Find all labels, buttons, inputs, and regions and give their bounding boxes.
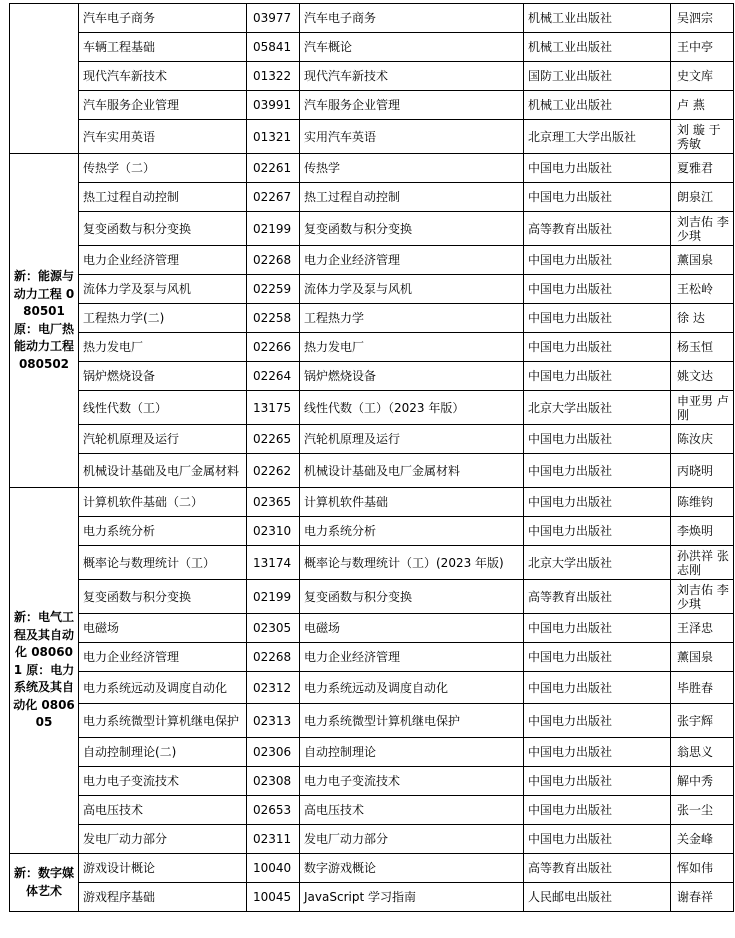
course-name-cell: 电力电子变流技术: [79, 767, 247, 796]
course-name-cell: 热力发电厂: [79, 333, 247, 362]
course-code-cell: 02267: [247, 183, 300, 212]
table-row: [10, 614, 734, 643]
author-cell: 史文库: [671, 62, 734, 91]
course-name-cell: 复变函数与积分变换: [79, 212, 247, 246]
table-row: [10, 738, 734, 767]
course-name-cell: 汽轮机原理及运行: [79, 425, 247, 454]
course-code-cell: 02308: [247, 767, 300, 796]
publisher-cell: 高等教育出版社: [524, 212, 671, 246]
textbook-title-cell: 热工过程自动控制: [300, 183, 524, 212]
table-row: [10, 796, 734, 825]
table-row: [10, 246, 734, 275]
course-name-cell: 工程热力学(二): [79, 304, 247, 333]
publisher-cell: 北京大学出版社: [524, 391, 671, 425]
table-row: [10, 362, 734, 391]
course-code-cell: 02261: [247, 154, 300, 183]
course-code-cell: 05841: [247, 33, 300, 62]
publisher-cell: 中国电力出版社: [524, 704, 671, 738]
author-cell: 翁思义: [671, 738, 734, 767]
table-row: [10, 672, 734, 704]
publisher-cell: 中国电力出版社: [524, 425, 671, 454]
textbook-title-cell: 现代汽车新技术: [300, 62, 524, 91]
course-name-cell: 锅炉燃烧设备: [79, 362, 247, 391]
course-code-cell: 02313: [247, 704, 300, 738]
course-name-cell: 电磁场: [79, 614, 247, 643]
author-cell: 申亚男 卢 刚: [671, 391, 734, 425]
textbook-title-cell: 电力企业经济管理: [300, 643, 524, 672]
author-cell: 解中秀: [671, 767, 734, 796]
course-code-cell: 10040: [247, 854, 300, 883]
course-table: [9, 3, 734, 912]
publisher-cell: 中国电力出版社: [524, 275, 671, 304]
course-code-cell: 01321: [247, 120, 300, 154]
course-code-cell: 01322: [247, 62, 300, 91]
author-cell: 姚文达: [671, 362, 734, 391]
table-row: [10, 391, 734, 425]
author-cell: 夏雅君: [671, 154, 734, 183]
author-cell: 刘吉佑 李少琪: [671, 212, 734, 246]
course-code-cell: 02306: [247, 738, 300, 767]
publisher-cell: 中国电力出版社: [524, 517, 671, 546]
course-code-cell: 02311: [247, 825, 300, 854]
textbook-title-cell: 流体力学及泵与风机: [300, 275, 524, 304]
table-row: [10, 62, 734, 91]
textbook-title-cell: 自动控制理论: [300, 738, 524, 767]
textbook-title-cell: 汽车服务企业管理: [300, 91, 524, 120]
textbook-title-cell: 锅炉燃烧设备: [300, 362, 524, 391]
textbook-title-cell: 电力电子变流技术: [300, 767, 524, 796]
course-code-cell: 02653: [247, 796, 300, 825]
course-code-cell: 02264: [247, 362, 300, 391]
textbook-title-cell: 电磁场: [300, 614, 524, 643]
publisher-cell: 北京大学出版社: [524, 546, 671, 580]
author-cell: 张一尘: [671, 796, 734, 825]
textbook-title-cell: 概率论与数理统计（工）(2023 年版): [300, 546, 524, 580]
course-name-cell: 计算机软件基础（二）: [79, 488, 247, 517]
table-row: [10, 704, 734, 738]
table-row: [10, 183, 734, 212]
textbook-title-cell: 机械设计基础及电厂金属材料: [300, 454, 524, 488]
course-name-cell: 电力企业经济管理: [79, 643, 247, 672]
table-row: [10, 425, 734, 454]
course-name-cell: 汽车电子商务: [79, 4, 247, 33]
textbook-title-cell: 工程热力学: [300, 304, 524, 333]
textbook-title-cell: 线性代数（工）（2023 年版）: [300, 391, 524, 425]
course-name-cell: 现代汽车新技术: [79, 62, 247, 91]
course-name-cell: 高电压技术: [79, 796, 247, 825]
publisher-cell: 机械工业出版社: [524, 4, 671, 33]
table-row: [10, 333, 734, 362]
publisher-cell: 人民邮电出版社: [524, 883, 671, 912]
course-code-cell: 02259: [247, 275, 300, 304]
author-cell: 刘 璇 于秀敏: [671, 120, 734, 154]
publisher-cell: 高等教育出版社: [524, 854, 671, 883]
author-cell: 卢 燕: [671, 91, 734, 120]
course-code-cell: 02312: [247, 672, 300, 704]
publisher-cell: 中国电力出版社: [524, 767, 671, 796]
publisher-cell: 中国电力出版社: [524, 825, 671, 854]
author-cell: 徐 达: [671, 304, 734, 333]
textbook-title-cell: 电力系统分析: [300, 517, 524, 546]
publisher-cell: 中国电力出版社: [524, 154, 671, 183]
textbook-title-cell: 实用汽车英语: [300, 120, 524, 154]
major-cell: 新：能源与动力工程 080501 原：电厂热能动力工程 080502: [10, 154, 79, 488]
author-cell: 刘吉佑 李少琪: [671, 580, 734, 614]
major-cell: 新：电气工程及其自动化 080601 原：电力系统及其自动化 080605: [10, 488, 79, 854]
table-row: [10, 33, 734, 62]
author-cell: 丙晓明: [671, 454, 734, 488]
table-row: [10, 825, 734, 854]
publisher-cell: 中国电力出版社: [524, 246, 671, 275]
publisher-cell: 中国电力出版社: [524, 304, 671, 333]
course-name-cell: 自动控制理论(二): [79, 738, 247, 767]
author-cell: 薰国泉: [671, 643, 734, 672]
author-cell: 李焕明: [671, 517, 734, 546]
course-code-cell: 02310: [247, 517, 300, 546]
textbook-title-cell: 电力系统远动及调度自动化: [300, 672, 524, 704]
course-name-cell: 机械设计基础及电厂金属材料: [79, 454, 247, 488]
course-name-cell: 电力系统分析: [79, 517, 247, 546]
course-code-cell: 02268: [247, 246, 300, 275]
author-cell: 谢春祥: [671, 883, 734, 912]
publisher-cell: 中国电力出版社: [524, 333, 671, 362]
publisher-cell: 中国电力出版社: [524, 796, 671, 825]
course-name-cell: 游戏设计概论: [79, 854, 247, 883]
table-body: [10, 4, 734, 912]
textbook-title-cell: 电力企业经济管理: [300, 246, 524, 275]
author-cell: 吴泗宗: [671, 4, 734, 33]
publisher-cell: 机械工业出版社: [524, 33, 671, 62]
publisher-cell: 中国电力出版社: [524, 183, 671, 212]
course-name-cell: 汽车服务企业管理: [79, 91, 247, 120]
course-code-cell: 13174: [247, 546, 300, 580]
textbook-title-cell: JavaScript 学习指南: [300, 883, 524, 912]
author-cell: 朗泉江: [671, 183, 734, 212]
course-code-cell: 02199: [247, 580, 300, 614]
course-name-cell: 电力系统微型计算机继电保护: [79, 704, 247, 738]
course-name-cell: 电力系统远动及调度自动化: [79, 672, 247, 704]
table-row: [10, 546, 734, 580]
textbook-title-cell: 复变函数与积分变换: [300, 580, 524, 614]
course-code-cell: 10045: [247, 883, 300, 912]
textbook-title-cell: 汽轮机原理及运行: [300, 425, 524, 454]
textbook-title-cell: 计算机软件基础: [300, 488, 524, 517]
table-row: [10, 454, 734, 488]
course-name-cell: 热工过程自动控制: [79, 183, 247, 212]
table-row: [10, 488, 734, 517]
textbook-title-cell: 发电厂动力部分: [300, 825, 524, 854]
author-cell: 陈维钧: [671, 488, 734, 517]
course-code-cell: 02258: [247, 304, 300, 333]
course-name-cell: 车辆工程基础: [79, 33, 247, 62]
publisher-cell: 高等教育出版社: [524, 580, 671, 614]
publisher-cell: 中国电力出版社: [524, 614, 671, 643]
course-name-cell: 汽车实用英语: [79, 120, 247, 154]
course-name-cell: 发电厂动力部分: [79, 825, 247, 854]
textbook-title-cell: 传热学: [300, 154, 524, 183]
author-cell: 毕胜春: [671, 672, 734, 704]
course-code-cell: 02265: [247, 425, 300, 454]
publisher-cell: 机械工业出版社: [524, 91, 671, 120]
course-name-cell: 电力企业经济管理: [79, 246, 247, 275]
course-name-cell: 游戏程序基础: [79, 883, 247, 912]
table-row: [10, 275, 734, 304]
publisher-cell: 中国电力出版社: [524, 672, 671, 704]
author-cell: 张宇辉: [671, 704, 734, 738]
author-cell: 王中亭: [671, 33, 734, 62]
publisher-cell: 北京理工大学出版社: [524, 120, 671, 154]
author-cell: 杨玉恒: [671, 333, 734, 362]
major-cell: 新：数字媒体艺术: [10, 854, 79, 912]
textbook-title-cell: 数字游戏概论: [300, 854, 524, 883]
textbook-title-cell: 汽车概论: [300, 33, 524, 62]
textbook-title-cell: 热力发电厂: [300, 333, 524, 362]
table-row: [10, 120, 734, 154]
author-cell: 陈汝庆: [671, 425, 734, 454]
table-row: [10, 517, 734, 546]
publisher-cell: 中国电力出版社: [524, 738, 671, 767]
textbook-title-cell: 电力系统微型计算机继电保护: [300, 704, 524, 738]
author-cell: 孙洪祥 张志刚: [671, 546, 734, 580]
table-row: [10, 212, 734, 246]
course-code-cell: 02266: [247, 333, 300, 362]
table-row: [10, 4, 734, 33]
publisher-cell: 中国电力出版社: [524, 454, 671, 488]
table-row: [10, 580, 734, 614]
table-row: [10, 643, 734, 672]
textbook-title-cell: 汽车电子商务: [300, 4, 524, 33]
table-row: [10, 91, 734, 120]
author-cell: 恽如伟: [671, 854, 734, 883]
textbook-title-cell: 复变函数与积分变换: [300, 212, 524, 246]
course-name-cell: 线性代数（工）: [79, 391, 247, 425]
course-name-cell: 概率论与数理统计（工）: [79, 546, 247, 580]
course-code-cell: 03991: [247, 91, 300, 120]
course-code-cell: 02199: [247, 212, 300, 246]
publisher-cell: 中国电力出版社: [524, 362, 671, 391]
publisher-cell: 中国电力出版社: [524, 643, 671, 672]
table-row: [10, 154, 734, 183]
table-row: [10, 767, 734, 796]
table-row: [10, 883, 734, 912]
author-cell: 王泽忠: [671, 614, 734, 643]
course-code-cell: 02365: [247, 488, 300, 517]
textbook-title-cell: 高电压技术: [300, 796, 524, 825]
publisher-cell: 中国电力出版社: [524, 488, 671, 517]
major-cell: [10, 4, 79, 154]
course-name-cell: 传热学（二）: [79, 154, 247, 183]
author-cell: 关金峰: [671, 825, 734, 854]
author-cell: 薰国泉: [671, 246, 734, 275]
author-cell: 王松岭: [671, 275, 734, 304]
course-code-cell: 02262: [247, 454, 300, 488]
table-row: [10, 854, 734, 883]
table-row: [10, 304, 734, 333]
publisher-cell: 国防工业出版社: [524, 62, 671, 91]
course-code-cell: 03977: [247, 4, 300, 33]
course-name-cell: 流体力学及泵与风机: [79, 275, 247, 304]
course-code-cell: 13175: [247, 391, 300, 425]
course-code-cell: 02305: [247, 614, 300, 643]
course-code-cell: 02268: [247, 643, 300, 672]
course-name-cell: 复变函数与积分变换: [79, 580, 247, 614]
